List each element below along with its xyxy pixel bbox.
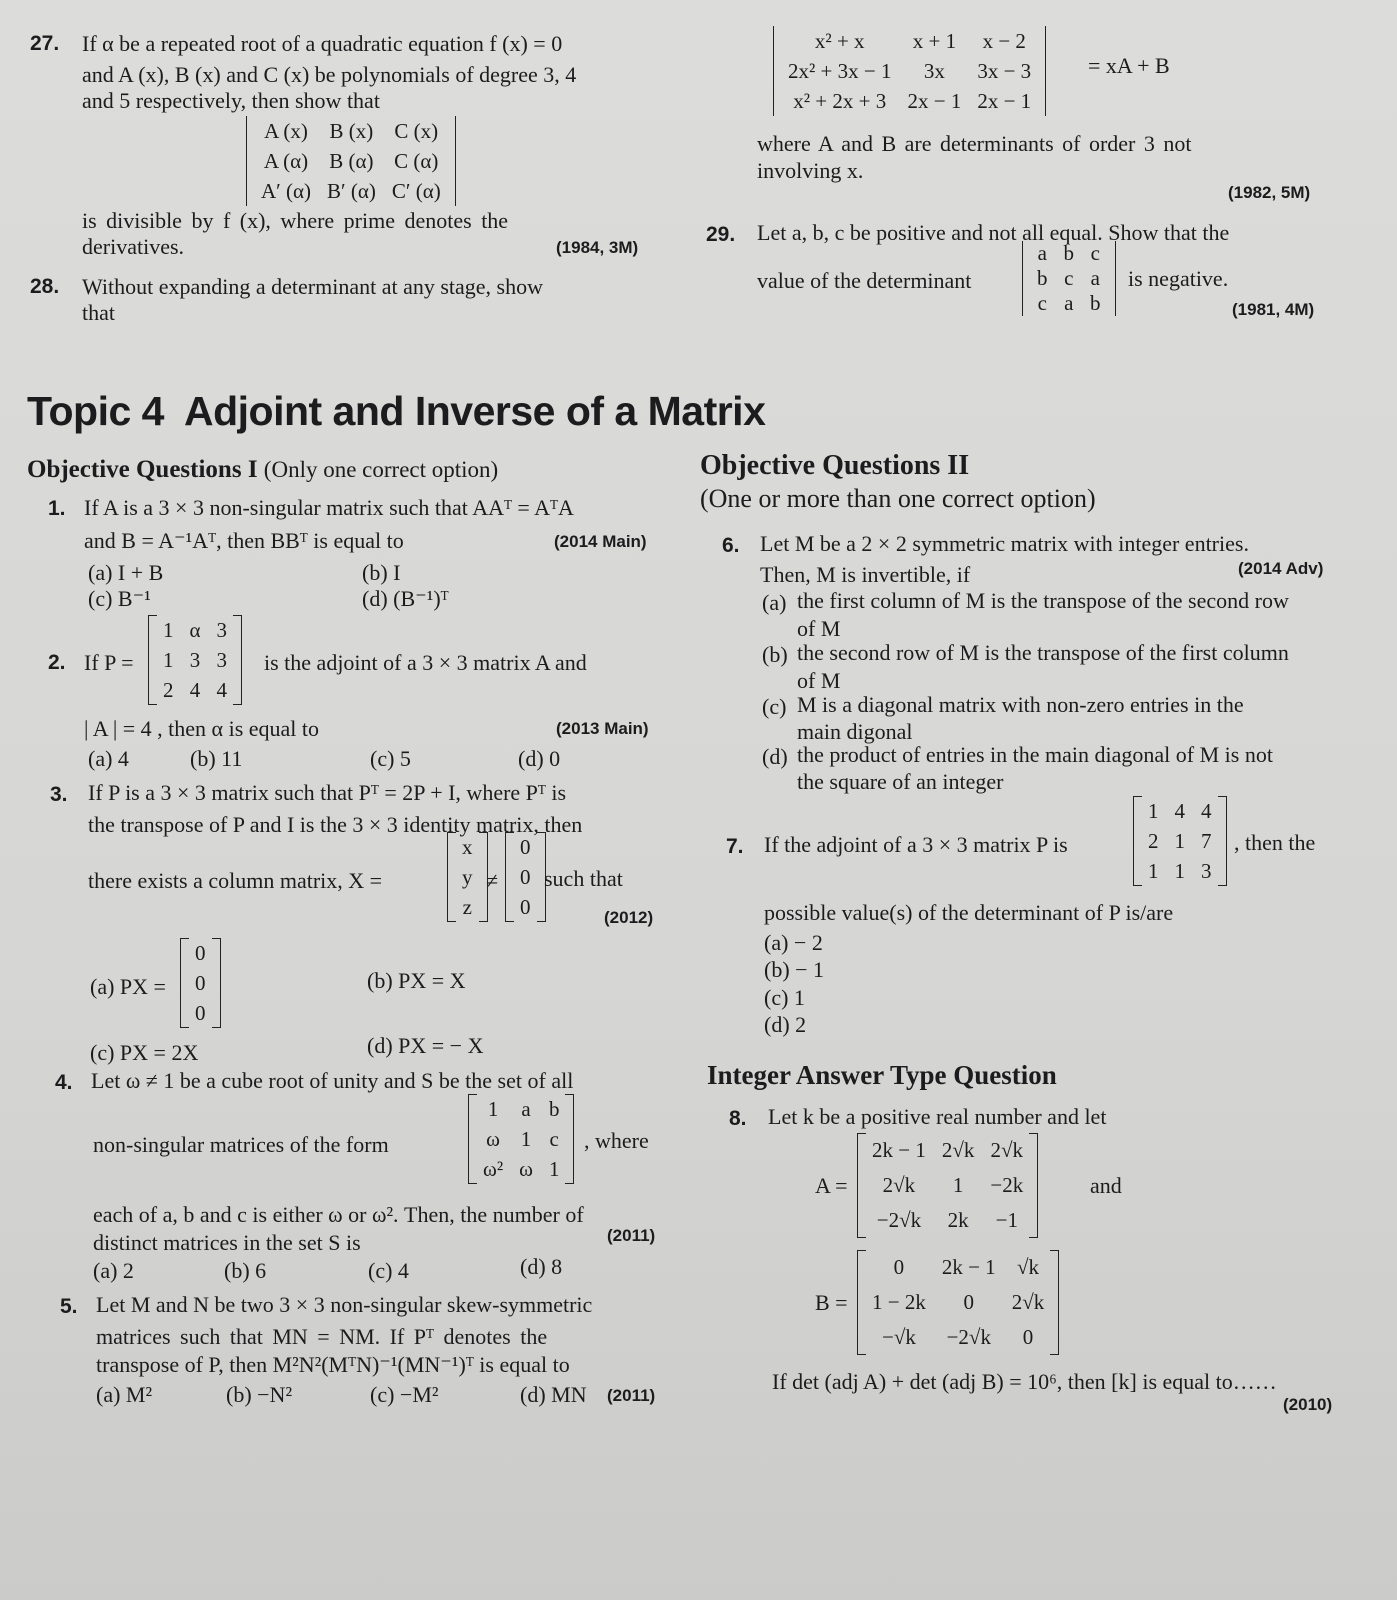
matrix-cell: −1 xyxy=(995,1208,1018,1232)
question-number: 28. xyxy=(30,275,60,298)
option-d: (d) PX = − X xyxy=(367,1033,484,1058)
matrix-form xyxy=(468,1094,574,1184)
determinant xyxy=(246,116,456,206)
option-b: (b) PX = X xyxy=(367,968,466,993)
option-c: main digonal xyxy=(797,719,913,744)
option-d: (d) 2 xyxy=(764,1012,807,1037)
option-b: of M xyxy=(797,668,841,693)
matrix-cell: 0 xyxy=(893,1255,905,1279)
option-b: (b) 6 xyxy=(224,1258,267,1283)
matrix-cell: −2k xyxy=(990,1173,1024,1197)
option-d-label: (d) xyxy=(762,744,788,769)
question-text: If A is a 3 × 3 non-singular matrix such that AAᵀ = AᵀA xyxy=(84,495,574,520)
question-text: Without expanding a determinant at any stage, show xyxy=(82,274,543,299)
option-a: the first column of M is the transpose of the second row xyxy=(797,588,1289,613)
question-text: each of a, b and c is either ω or ω². Then, the number of xyxy=(93,1202,584,1227)
matrix-cell: ω xyxy=(486,1127,500,1151)
question-number: 4. xyxy=(55,1071,73,1094)
question-text: is negative. xyxy=(1128,266,1229,291)
question-text: If det (adj A) + det (adj B) = 10⁶, then [k] is equal to…… xyxy=(772,1369,1277,1394)
question-text: that xyxy=(82,300,115,325)
matrix-a-label: A = xyxy=(815,1173,848,1198)
section-title: Integer Answer Type Question xyxy=(707,1060,1057,1090)
question-text: such that xyxy=(544,866,623,891)
option-c: M is a diagonal matrix with non-zero entries in the xyxy=(797,692,1244,717)
option-a: (a) I + B xyxy=(88,560,164,585)
matrix-cell: 2x − 1 xyxy=(977,89,1032,113)
determinant xyxy=(773,26,1046,116)
question-number: 5. xyxy=(60,1295,78,1318)
matrix-cell: A (α) xyxy=(263,149,309,173)
matrix-cell: C (x) xyxy=(394,119,439,143)
matrix-cell: 1 xyxy=(163,648,174,672)
option-a: (a) − 2 xyxy=(764,930,823,955)
matrix-cell: a xyxy=(521,1097,531,1121)
option-d: (d) 8 xyxy=(520,1254,563,1279)
question-number: 27. xyxy=(30,32,60,55)
matrix-cell: x² + x xyxy=(814,29,865,53)
matrix-cell: α xyxy=(189,618,201,642)
option-c: (c) 5 xyxy=(370,746,411,771)
matrix-cell: C′ (α) xyxy=(391,179,441,203)
year-tag: (1984, 3M) xyxy=(556,238,639,257)
question-number: 8. xyxy=(729,1107,747,1130)
matrix-cell: a xyxy=(1037,241,1047,265)
section-subtitle: (One or more than one correct option) xyxy=(700,484,1096,513)
topic-label: Topic 4 xyxy=(27,388,164,434)
option-c: (c) PX = 2X xyxy=(90,1040,199,1065)
matrix-cell: B′ (α) xyxy=(327,179,376,203)
matrix-cell: b xyxy=(548,1097,560,1121)
question-text: where A and B are determinants of order 3 not xyxy=(757,131,1192,156)
matrix-cell: 1 xyxy=(1174,859,1185,883)
question-text: Let M and N be two 3 × 3 non-singular skew-symmetric xyxy=(96,1292,593,1317)
question-text: is divisible by f (x), where prime denotes the xyxy=(82,208,509,233)
question-text: involving x. xyxy=(757,158,864,183)
question-text: and 5 respectively, then show that xyxy=(82,88,380,113)
year-tag: (2014 Adv) xyxy=(1238,559,1324,578)
matrix-cell: 0 xyxy=(195,941,206,965)
matrix-cell: 2k xyxy=(947,1208,969,1232)
option-d: (d) MN xyxy=(520,1382,587,1407)
matrix-cell: √k xyxy=(1016,1255,1039,1279)
year-tag: (2014 Main) xyxy=(554,532,647,551)
matrix-cell: c xyxy=(549,1127,559,1151)
year-tag: (2010) xyxy=(1283,1395,1333,1414)
matrix-cell: 2√k xyxy=(882,1173,916,1197)
matrix-cell: 3 xyxy=(216,618,228,642)
question-number: 7. xyxy=(726,835,744,858)
question-number: 6. xyxy=(722,534,740,557)
matrix-cell: 0 xyxy=(520,865,531,889)
question-text: derivatives. xyxy=(82,234,185,259)
matrix-cell: 3 xyxy=(1201,859,1212,883)
option-c: (c) 4 xyxy=(368,1258,409,1283)
year-tag: (2011) xyxy=(607,1386,656,1405)
matrix-cell: ω² xyxy=(483,1157,504,1181)
question-text: and B = A⁻¹Aᵀ, then BBᵀ is equal to xyxy=(84,528,404,553)
determinant xyxy=(1022,241,1116,316)
matrix-cell: 0 xyxy=(195,971,206,995)
matrix-cell: 2k − 1 xyxy=(941,1255,996,1279)
matrix-cell: a xyxy=(1064,291,1074,315)
topic-title: Adjoint and Inverse of a Matrix xyxy=(183,388,766,434)
not-equal-sign: ≠ xyxy=(486,868,499,893)
matrix-cell: c xyxy=(1064,266,1074,290)
question-number: 2. xyxy=(48,651,66,674)
matrix-cell: 2 xyxy=(163,678,174,702)
option-a: (a) PX = xyxy=(90,974,166,999)
question-text: distinct matrices in the set S is xyxy=(93,1230,361,1255)
matrix-cell: −2√k xyxy=(946,1325,991,1349)
question-text: | A | = 4 , then α is equal to xyxy=(84,716,320,741)
matrix-cell: 1 xyxy=(1174,829,1185,853)
question-text: If the adjoint of a 3 × 3 matrix P is xyxy=(764,832,1068,857)
question-text: If P is a 3 × 3 matrix such that Pᵀ = 2P + I, where Pᵀ is xyxy=(88,780,567,805)
matrix-cell: 4 xyxy=(1174,799,1185,823)
question-number: 3. xyxy=(50,783,68,806)
option-b: (b) I xyxy=(362,560,401,585)
question-text: Let k be a positive real number and let xyxy=(768,1104,1107,1129)
matrix-cell: 2x − 1 xyxy=(907,89,962,113)
question-text: value of the determinant xyxy=(757,268,972,293)
matrix-cell: x xyxy=(462,835,473,859)
question-number: 1. xyxy=(48,497,66,520)
year-tag: (1981, 4M) xyxy=(1232,300,1315,319)
year-tag: (2011) xyxy=(607,1226,656,1245)
matrix-b-label: B = xyxy=(815,1290,848,1315)
question-text: and xyxy=(1090,1173,1122,1198)
equation-rhs: = xA + B xyxy=(1088,53,1170,78)
matrix-cell: 2√k xyxy=(990,1138,1024,1162)
option-c: (c) −M² xyxy=(370,1382,439,1407)
matrix-cell: 4 xyxy=(216,678,228,702)
matrix-p xyxy=(148,615,242,705)
matrix-cell: b xyxy=(1037,266,1048,290)
option-a: (a) M² xyxy=(96,1382,153,1407)
matrix-cell: 3 xyxy=(216,648,228,672)
section-title xyxy=(27,456,498,484)
matrix-cell: c xyxy=(1090,241,1100,265)
matrix-cell: 3 xyxy=(189,648,201,672)
year-tag: (2012) xyxy=(604,908,654,927)
question-text: transpose of P, then M²N²(MᵀN)⁻¹(MN⁻¹)ᵀ is equal to xyxy=(96,1352,570,1377)
question-text: matrices such that MN = NM. If Pᵀ denotes the xyxy=(96,1324,548,1349)
adjoint-matrix xyxy=(1133,796,1227,886)
section-title: Objective Questions II xyxy=(700,450,970,481)
question-text: Let a, b, c be positive and not all equal. Show that the xyxy=(757,220,1230,245)
question-text: is the adjoint of a 3 × 3 matrix A and xyxy=(264,650,587,675)
matrix-cell: A (x) xyxy=(264,119,308,143)
question-text: , then the xyxy=(1234,830,1316,855)
matrix-cell: B (x) xyxy=(329,119,374,143)
question-text: Then, M is invertible, if xyxy=(760,562,971,587)
matrix-cell: 4 xyxy=(189,678,201,702)
option-a-label: (a) xyxy=(762,590,787,615)
matrix-cell: 1 xyxy=(520,1127,532,1151)
option-a: (a) 2 xyxy=(93,1258,134,1283)
matrix-cell: x + 1 xyxy=(912,29,957,53)
question-text: Let M be a 2 × 2 symmetric matrix with integer entries. xyxy=(760,531,1249,556)
matrix-cell: y xyxy=(462,865,473,889)
matrix-cell: 3x xyxy=(923,59,945,83)
matrix-cell: 0 xyxy=(520,895,531,919)
matrix-cell: 7 xyxy=(1201,829,1212,853)
matrix-cell: −√k xyxy=(881,1325,916,1349)
option-b: (b) 11 xyxy=(190,746,243,771)
matrix-cell: 0 xyxy=(1022,1325,1034,1349)
matrix-cell: 0 xyxy=(963,1290,975,1314)
matrix-cell: 1 xyxy=(1148,859,1159,883)
matrix-cell: 2√k xyxy=(941,1138,975,1162)
option-b-label: (b) xyxy=(762,642,788,667)
option-d: the product of entries in the main diagonal of M is not xyxy=(797,742,1273,767)
matrix-cell: 1 − 2k xyxy=(872,1290,926,1314)
option-b: (b) − 1 xyxy=(764,957,825,982)
matrix-cell: 2k − 1 xyxy=(872,1138,926,1162)
option-d: the square of an integer xyxy=(797,769,1004,794)
option-b: (b) −N² xyxy=(226,1382,293,1407)
question-text: the transpose of P and I is the 3 × 3 identity matrix, then xyxy=(88,812,583,837)
matrix-cell: 1 xyxy=(548,1157,560,1181)
matrix-cell: 1 xyxy=(952,1173,964,1197)
option-c-label: (c) xyxy=(762,694,787,719)
zero-matrix xyxy=(505,832,546,922)
matrix-cell: A′ (α) xyxy=(261,179,311,203)
matrix-cell: c xyxy=(1037,291,1047,315)
question-text: If P = xyxy=(84,650,134,675)
option-c: (c) B⁻¹ xyxy=(88,586,151,611)
option-a: (a) 4 xyxy=(88,746,129,771)
topic-heading xyxy=(27,388,765,435)
matrix-cell: 4 xyxy=(1201,799,1212,823)
option-c: (c) 1 xyxy=(764,985,805,1010)
matrix-cell: 1 xyxy=(163,618,174,642)
question-number: 29. xyxy=(706,223,736,246)
question-text: , where xyxy=(584,1128,649,1153)
matrix-b xyxy=(857,1250,1059,1355)
option-d: (d) (B⁻¹)ᵀ xyxy=(362,586,449,611)
question-text: If α be a repeated root of a quadratic equation f (x) = 0 xyxy=(82,31,563,56)
option-a-matrix xyxy=(180,938,221,1028)
matrix-cell: b xyxy=(1063,241,1074,265)
section-subtitle: (Only one correct option) xyxy=(263,457,499,482)
matrix-cell: z xyxy=(462,895,472,919)
year-tag: (2013 Main) xyxy=(556,719,649,738)
matrix-a xyxy=(857,1133,1038,1238)
matrix-cell: b xyxy=(1090,291,1101,315)
matrix-cell: x − 2 xyxy=(982,29,1026,53)
matrix-cell: 1 xyxy=(487,1097,499,1121)
matrix-cell: a xyxy=(1090,266,1100,290)
section-title-text: Objective Questions I xyxy=(27,456,258,483)
matrix-cell: B (α) xyxy=(329,149,374,173)
matrix-cell: 2√k xyxy=(1011,1290,1045,1314)
matrix-cell: 2x² + 3x − 1 xyxy=(788,59,892,83)
matrix-cell: ω xyxy=(519,1157,533,1181)
question-text: possible value(s) of the determinant of P is/are xyxy=(764,900,1174,925)
matrix-cell: 2 xyxy=(1148,829,1159,853)
year-tag: (1982, 5M) xyxy=(1228,183,1311,202)
option-b: the second row of M is the transpose of the first column xyxy=(797,640,1289,665)
matrix-cell: 3x − 3 xyxy=(977,59,1032,83)
option-d: (d) 0 xyxy=(518,746,561,771)
matrix-cell: 0 xyxy=(195,1001,206,1025)
option-a: of M xyxy=(797,616,841,641)
column-matrix-x xyxy=(447,832,488,922)
matrix-cell: 0 xyxy=(520,835,531,859)
question-text: and A (x), B (x) and C (x) be polynomials of degree 3, 4 xyxy=(82,62,577,87)
matrix-cell: −2√k xyxy=(876,1208,922,1232)
matrix-cell: 1 xyxy=(1148,799,1159,823)
question-text: non-singular matrices of the form xyxy=(93,1132,389,1157)
question-text: Let ω ≠ 1 be a cube root of unity and S be the set of all xyxy=(91,1068,574,1093)
matrix-cell: C (α) xyxy=(394,149,439,173)
matrix-cell: x² + 2x + 3 xyxy=(793,89,887,113)
question-text: there exists a column matrix, X = xyxy=(88,868,383,893)
